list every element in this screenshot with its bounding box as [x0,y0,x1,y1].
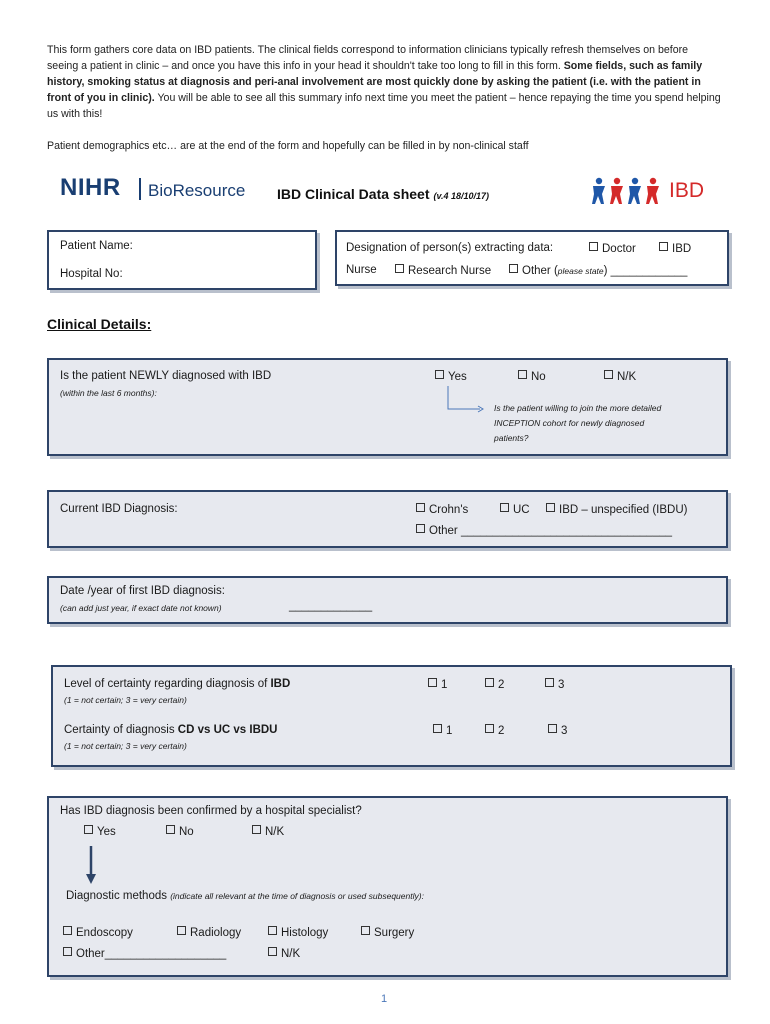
newly-no-checkbox[interactable]: No [518,370,546,383]
designation-box [335,230,729,286]
logo-divider [139,178,141,200]
checkbox-icon[interactable] [63,947,72,956]
checkbox-icon[interactable] [63,926,72,935]
checkbox-icon[interactable] [268,947,277,956]
checkbox-icon[interactable] [433,724,442,733]
certainty-ibd-2-checkbox[interactable]: 2 [485,678,504,691]
first-diagnosis-box [47,576,728,624]
certainty-type-question: Certainty of diagnosis CD vs UC vs IBDU [64,724,278,736]
checkbox-icon[interactable] [416,503,425,512]
checkbox-icon[interactable] [548,724,557,733]
surgery-checkbox[interactable]: Surgery [361,926,414,939]
checkbox-icon[interactable] [435,370,444,379]
doctor-checkbox[interactable]: Doctor [589,242,636,255]
diagnostic-methods-label: Diagnostic methods (indicate all relevant at the time of diagnosis or used subsequently): [66,890,424,902]
page-number: 1 [381,993,388,1005]
ibd-logo-text: IBD [669,179,705,202]
first-diagnosis-label: Date /year of first IBD diagnosis: [60,585,225,597]
certainty-type-3-checkbox[interactable]: 3 [548,724,567,737]
crohns-checkbox[interactable]: Crohn's [416,503,468,516]
method-nk-checkbox[interactable]: N/K [268,947,300,960]
inception-note-line-2: INCEPTION cohort for newly diagnosed [494,418,645,428]
checkbox-icon[interactable] [485,724,494,733]
arrow-down-icon [85,846,97,886]
checkbox-icon[interactable] [416,524,425,533]
checkbox-icon[interactable] [518,370,527,379]
endoscopy-checkbox[interactable]: Endoscopy [63,926,133,939]
checkbox-icon[interactable] [252,825,261,834]
intro-paragraph-1: This form gathers core data on IBD patients. The clinical fields correspond to information clinicians typically refresh themselves on before seeing a patient in clinic – and once you have this info in your head it shouldn't take too long to fill in this form. Some fields, such as family history, smoking status at diagnosis and peri-anal involvement are most quickly done by asking the patient (i.e. with the patient in front of you in clinic). You will be able to see all this summary info next time you meet the patient – hence repaying the time you spend helping us with this! [47,44,721,120]
certainty-box [51,665,732,767]
patient-box [47,230,317,290]
ibd-logo [591,176,715,206]
radiology-checkbox[interactable]: Radiology [177,926,241,939]
uc-checkbox[interactable]: UC [500,503,530,516]
ibdu-checkbox[interactable]: IBD – unspecified (IBDU) [546,503,687,516]
checkbox-icon[interactable] [166,825,175,834]
other-designation-checkbox[interactable]: Other (please state) ____________ [509,264,687,277]
checkbox-icon[interactable] [361,926,370,935]
certainty-ibd-3-checkbox[interactable]: 3 [545,678,564,691]
certainty-type-1-checkbox[interactable]: 1 [433,724,452,737]
checkbox-icon[interactable] [395,264,404,273]
inception-note-line-1: Is the patient willing to join the more detailed [494,403,662,413]
checkbox-icon[interactable] [268,926,277,935]
current-diagnosis-box [47,490,728,548]
intro-paragraph-2: Patient demographics etc… are at the end of the form and hopefully can be filled in by non-clinical staff [47,140,529,152]
current-diagnosis-label: Current IBD Diagnosis: [60,503,178,515]
sheet-title: IBD Clinical Data sheet (v.4 18/10/17) [277,186,490,202]
checkbox-icon[interactable] [509,264,518,273]
confirmed-yes-checkbox[interactable]: Yes [84,825,116,838]
intro-text [47,42,722,154]
certainty-ibd-1-checkbox[interactable]: 1 [428,678,447,691]
hospital-no-label: Hospital No: [60,268,123,280]
checkbox-icon[interactable] [485,678,494,687]
newly-diagnosed-box [47,358,728,456]
newly-diagnosed-note: (within the last 6 months): [60,388,157,398]
patient-name-label: Patient Name: [60,240,133,252]
confirmed-nk-checkbox[interactable]: N/K [252,825,284,838]
first-diagnosis-note: (can add just year, if exact date not known) [60,603,222,613]
checkbox-icon[interactable] [84,825,93,834]
checkbox-icon[interactable] [546,503,555,512]
designation-label: Designation of person(s) extracting data: [346,242,554,254]
nihr-logo: NIHR [60,174,121,201]
certainty-type-note: (1 = not certain; 3 = very certain) [64,741,187,751]
sheet-version: (v.4 18/10/17) [433,191,490,201]
confirmed-box [47,796,728,977]
certainty-ibd-question: Level of certainty regarding diagnosis of IBD [64,678,291,690]
bioresource-logo: BioResource [148,181,246,200]
confirmed-question: Has IBD diagnosis been confirmed by a hospital specialist? [60,805,362,817]
research-nurse-checkbox[interactable]: Research Nurse [395,264,491,277]
newly-yes-checkbox[interactable]: Yes [435,370,467,383]
ibd-checkbox[interactable]: IBD [659,242,691,255]
checkbox-icon[interactable] [428,678,437,687]
certainty-ibd-note: (1 = not certain; 3 = very certain) [64,695,187,705]
first-diagnosis-field[interactable]: _____________ [289,600,373,612]
clinical-details-heading: Clinical Details: [47,316,152,332]
checkbox-icon[interactable] [545,678,554,687]
checkbox-icon[interactable] [177,926,186,935]
histology-checkbox[interactable]: Histology [268,926,328,939]
checkbox-icon[interactable] [659,242,668,251]
nurse-label: Nurse [346,264,377,276]
checkbox-icon[interactable] [604,370,613,379]
other-diagnosis-checkbox[interactable]: Other _________________________________ [416,524,672,537]
checkbox-icon[interactable] [500,503,509,512]
other-method-checkbox[interactable]: Other___________________ [63,947,226,960]
confirmed-no-checkbox[interactable]: No [166,825,194,838]
newly-nk-checkbox[interactable]: N/K [604,370,636,383]
inception-note-line-3: patients? [494,433,529,443]
certainty-type-2-checkbox[interactable]: 2 [485,724,504,737]
newly-diagnosed-question: Is the patient NEWLY diagnosed with IBD [60,370,272,382]
arrow-right-icon [444,385,486,413]
people-figures-icon [591,176,665,206]
checkbox-icon[interactable] [589,242,598,251]
